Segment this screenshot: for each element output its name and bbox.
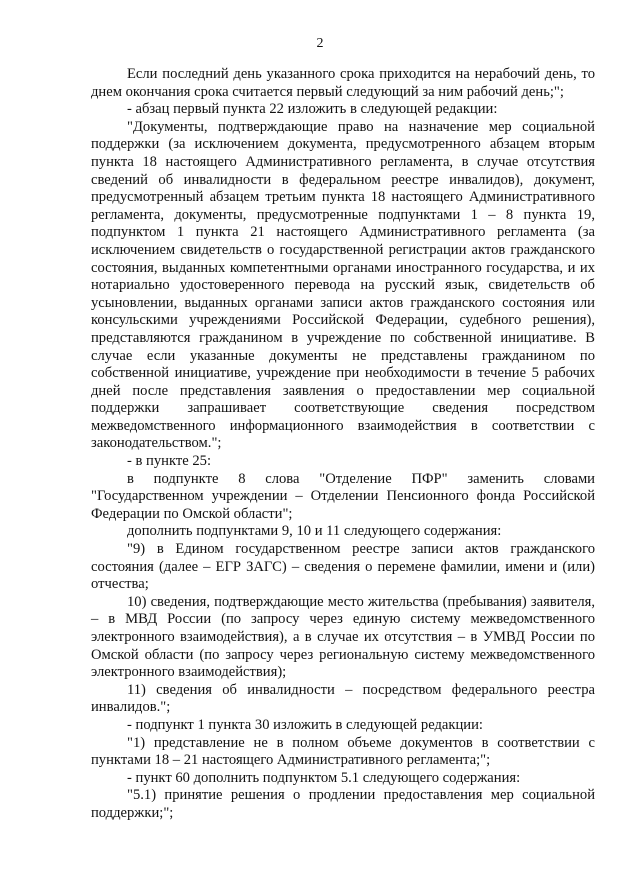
paragraph: 11) сведения об инвалидности – посредством федерального реестра инвалидов."; <box>91 681 595 716</box>
paragraph: - пункт 60 дополнить подпунктом 5.1 следующего содержания: <box>127 769 521 786</box>
paragraph: - абзац первый пункта 22 изложить в следующей редакции: <box>127 101 498 118</box>
paragraph: "Документы, подтверждающие право на назначение мер социальной поддержки (за исключением документа, предусмотренного абзацем вторым пункта 18 настоящего Административного регламента, в случае отсутствия сведений об инвалидности в федеральном реестре инвалидов), документ, предусмотренный абзацем третьим пункта 18 настоящего Административного регламента, документы, предусмотренные подпунктами 1 – 8 пункта 19, подпунктом 1 пункта 21 настоящего Административного регламента (за исключением свидетельств о государственной регистрации актов гражданского состояния, выданных компетентными органами иностранного государства, и их нотариально удостоверенного перевода на русский язык, свидетельств об усыновлении, выданных органами записи актов гражданского состояния или консульскими учреждениями Российской Федерации, судебного решения), представляются гражданином в учреждение по собственной инициативе. В случае если указанные документы не представлены гражданином по собственной инициативе, учреждение при необходимости в течение 5 рабочих дней после представления заявления о предоставлении мер социальной поддержки запрашивает соответствующие сведения посредством межведомственного информационного взаимодействия в соответствии с законодательством."; <box>91 118 595 452</box>
paragraph: в подпункте 8 слова "Отделение ПФР" заменить словами "Государственном учреждении – Отделении Пенсионного фонда Российской Федерации по Омской области"; <box>91 470 595 522</box>
paragraph: 10) сведения, подтверждающие место жительства (пребывания) заявителя, – в МВД России (по запросу через единую систему межведомственного электронного взаимодействия), а в случае их отсутствия – в УМВД России по Омской области (по запросу через региональную систему межведомственного электронного взаимодействия); <box>91 593 595 681</box>
document-body <box>91 66 595 823</box>
paragraph: "5.1) принятие решения о продлении предоставления мер социальной поддержки;"; <box>91 787 595 821</box>
paragraph: - подпункт 1 пункта 30 изложить в следующей редакции: <box>127 716 483 733</box>
paragraph: "1) представление не в полном объеме документов в соответствии с пунктами 18 – 21 настоящего Административного регламента;"; <box>91 734 595 769</box>
paragraph: Если последний день указанного срока приходится на нерабочий день, то днем окончания срока считается первый следующий за ним рабочий день;"; <box>91 66 595 100</box>
paragraph: "9) в Едином государственном реестре записи актов гражданского состояния (далее – ЕГР ЗАГС) – сведения о перемене фамилии, имени и (или) отчества; <box>91 541 595 593</box>
paragraph: дополнить подпунктами 9, 10 и 11 следующего содержания: <box>127 523 502 540</box>
page-number: 2 <box>316 36 324 51</box>
paragraph: - в пункте 25: <box>127 453 212 470</box>
